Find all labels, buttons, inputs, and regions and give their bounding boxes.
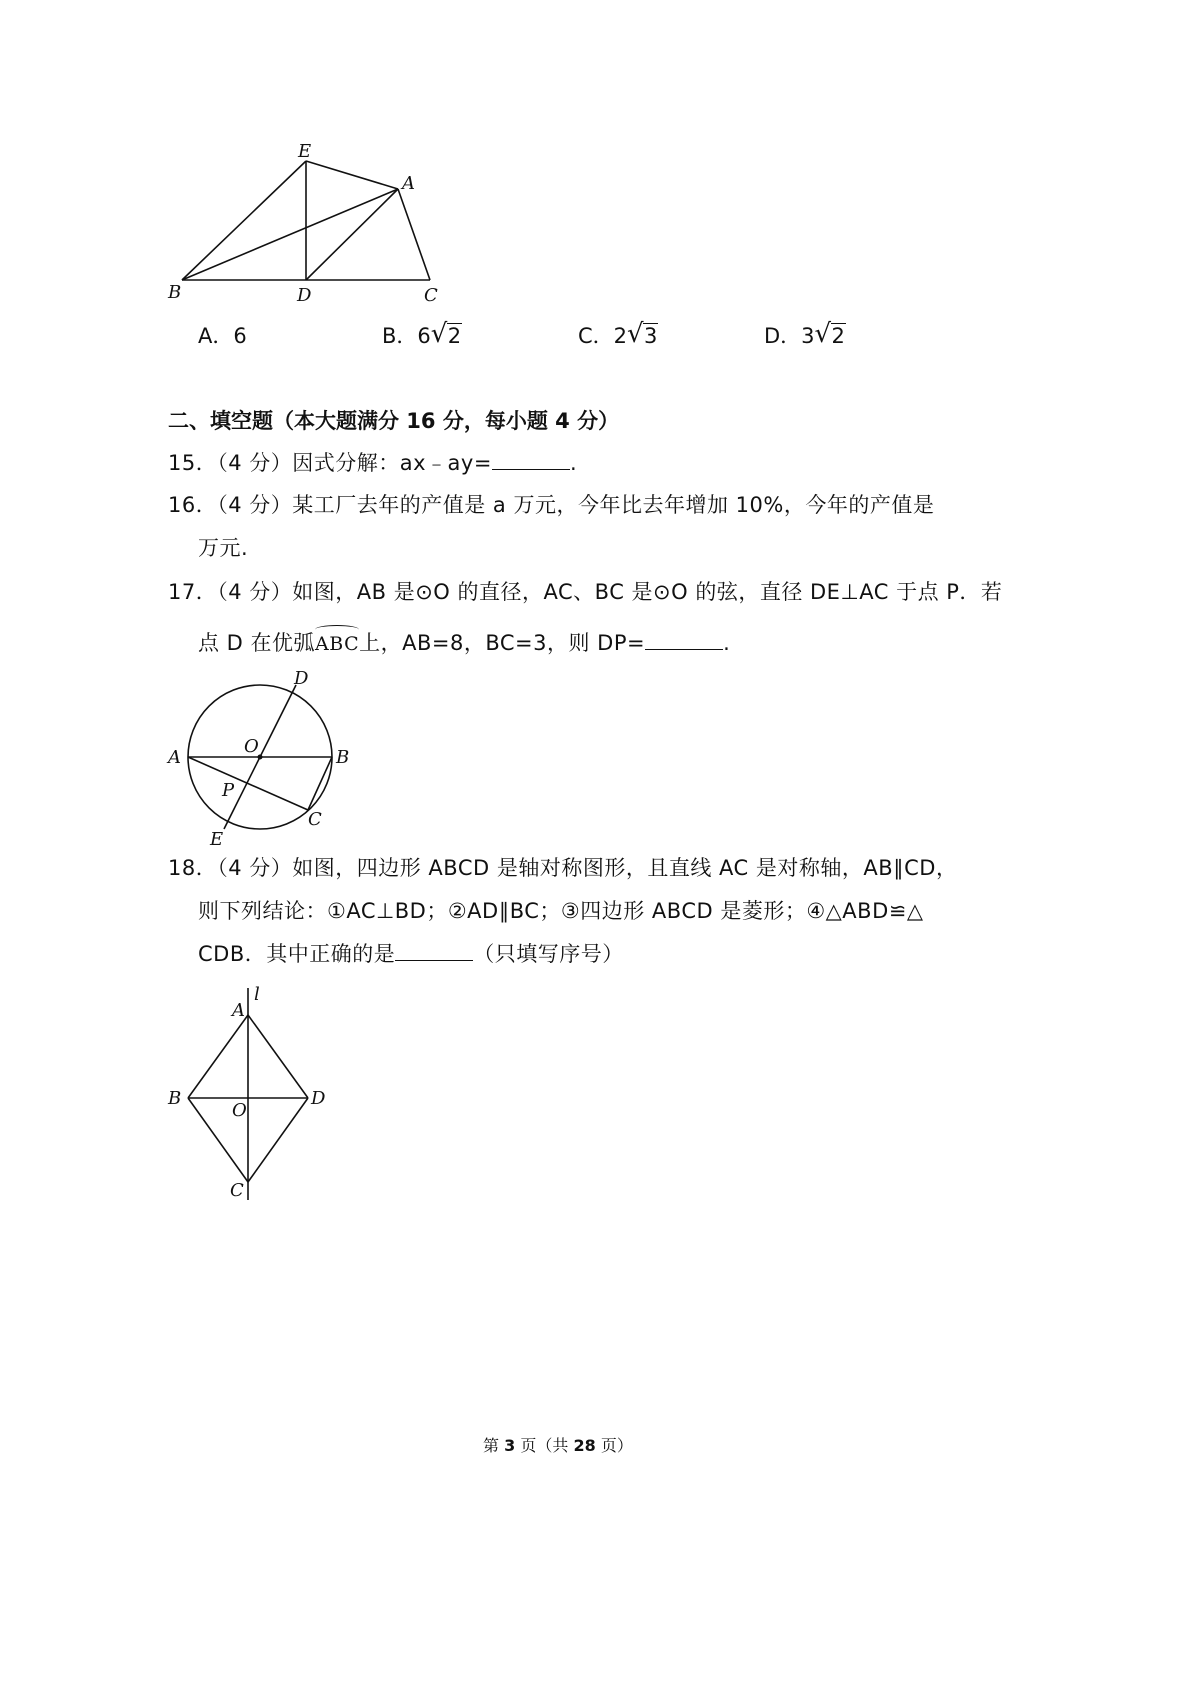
- option-b-radicand: 2: [447, 324, 462, 348]
- q16-line1: 16．（4 分）某工厂去年的产值是 a 万元，今年比去年增加 10%，今年的产值是: [168, 493, 935, 517]
- chord-ac: [188, 757, 308, 810]
- option-b-label: B．: [382, 324, 418, 348]
- label-e: E: [298, 141, 312, 162]
- label-a: A: [402, 173, 415, 194]
- option-d-coef: 3: [801, 324, 815, 348]
- label-e: E: [210, 829, 224, 850]
- q18-line3-pre: CDB．其中正确的是: [198, 942, 396, 966]
- q14-option-c[interactable]: [578, 320, 658, 350]
- option-c-radicand: 3: [644, 324, 658, 348]
- q17-answer-blank[interactable]: [645, 629, 723, 650]
- side-ab: [188, 1015, 248, 1098]
- footer-pre: 第: [483, 1436, 500, 1455]
- q15-text: 15．（4 分）因式分解：ax﹣ay=: [168, 451, 492, 475]
- label-p: P: [222, 780, 235, 801]
- option-a-value: 6: [233, 324, 247, 348]
- rhombus-figure-q18: [160, 980, 340, 1205]
- label-b: B: [336, 747, 350, 768]
- label-d: D: [294, 668, 309, 689]
- option-c-coef: 2: [613, 324, 628, 348]
- label-d: D: [311, 1088, 326, 1109]
- footer-mid: 页（共: [520, 1436, 569, 1455]
- question-15: [168, 448, 577, 478]
- label-d: D: [297, 285, 312, 305]
- segment-ba: [182, 189, 398, 280]
- sqrt-symbol: √ 2: [814, 319, 845, 349]
- arc-abc: ABC: [315, 629, 359, 659]
- q18-line3: [198, 939, 624, 969]
- q17-line2: [198, 628, 730, 659]
- sqrt-symbol: √ 3: [627, 319, 658, 349]
- segment-be: [182, 161, 306, 280]
- label-c: C: [424, 285, 438, 305]
- option-d-radicand: 2: [831, 324, 845, 348]
- label-o: O: [244, 736, 259, 757]
- option-a-label: A．: [198, 324, 234, 348]
- segment-ac: [398, 189, 430, 280]
- label-c: C: [308, 809, 322, 830]
- page-footer: [483, 1433, 633, 1456]
- q18-line3-post: （只填写序号）: [473, 942, 624, 966]
- label-a: A: [168, 747, 181, 768]
- q18-line1: 18．（4 分）如图，四边形 ABCD 是轴对称图形，且直线 AC 是对称轴，AB∥CD，: [168, 856, 958, 880]
- q14-option-a[interactable]: [198, 320, 247, 350]
- side-dc: [248, 1098, 308, 1182]
- page-number: 3: [504, 1436, 516, 1455]
- q14-option-d[interactable]: [764, 320, 846, 350]
- section-title: 二、填空题（本大题满分 16 分，每小题 4 分）: [168, 409, 620, 433]
- q18-answer-blank[interactable]: [395, 940, 473, 961]
- option-d-label: D．: [764, 324, 802, 348]
- q18-line2: 则下列结论：①AC⊥BD；②AD∥BC；③四边形 ABCD 是菱形；④△ABD≌△: [198, 899, 924, 923]
- q17-end: .: [723, 631, 731, 655]
- total-pages: 28: [573, 1436, 596, 1455]
- option-b-coef: 6: [417, 324, 431, 348]
- segment-da: [306, 189, 398, 280]
- q14-option-b[interactable]: [382, 320, 462, 350]
- option-c-label: C．: [578, 324, 614, 348]
- q16-line2: 万元.: [198, 536, 249, 560]
- q15-end: .: [569, 451, 578, 475]
- label-a: A: [232, 1000, 245, 1021]
- chord-bc: [308, 757, 332, 810]
- label-o: O: [232, 1100, 247, 1121]
- label-l: l: [254, 984, 260, 1005]
- q15-answer-blank[interactable]: [492, 449, 570, 470]
- label-b: B: [168, 282, 182, 303]
- triangle-figure-q14: [160, 135, 460, 305]
- q17-line2-pre: 点 D 在优弧: [198, 631, 316, 655]
- circle-figure-q17: [160, 665, 360, 855]
- label-b: B: [168, 1088, 182, 1109]
- segment-ea: [306, 161, 398, 189]
- label-c: C: [230, 1180, 244, 1201]
- q17-line2-post: 上，AB=8，BC=3，则 DP=: [359, 631, 646, 655]
- sqrt-symbol: √ 2: [430, 319, 462, 349]
- footer-post: 页）: [600, 1436, 633, 1455]
- q17-line1: 17．（4 分）如图，AB 是⊙O 的直径，AC、BC 是⊙O 的弦，直径 DE⊥AC 于点 P．若: [168, 580, 1003, 604]
- side-ad: [248, 1015, 308, 1098]
